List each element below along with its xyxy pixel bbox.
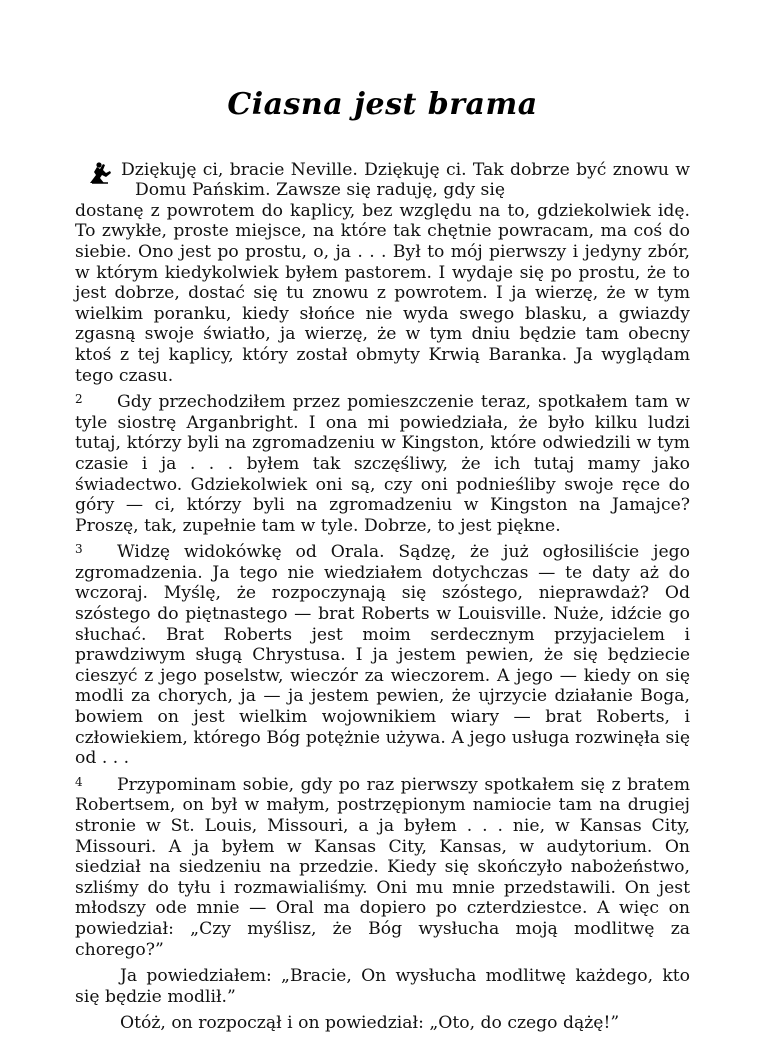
paragraph-1 [75, 160, 690, 387]
paragraph-1-text: dostanę z powrotem do kaplicy, bez względu na to, gdziekolwiek idę. To zwykłe, proste miejsce, na które tak chętnie powracam, ma coś do siebie. Ono jest po prostu, o, ja . . . Był to mój pierwszy i jedyny zbór, w którym kiedykolwiek byłem pastorem. I wydaje się po prostu, że to jest dobrze, dostać się tu znowu z powrotem. I ja wierzę, że w tym wielkim poranku, kiedy słońce nie wyda swego blasku, a gwiazdy zgasną swoje światło, ja wierzę, że w tym dniu będzie tam obecny ktoś z tej kaplicy, który został obmyty Krwią Baranka. Ja wyglądam tego czasu. [75, 200, 690, 386]
paragraph-2-text: Gdy przechodziłem przez pomieszczenie teraz, spotkałem tam w tyle siostrę Arganbright. I ona mi powiedziała, że było kilku ludzi tutaj, którzy byli na zgromadzeniu w Kingston, które odwiedzili w tym czasie i ja . . . byłem tak szczęśliwy, że ich tutaj mamy jako świadectwo. Gdziekolwiek oni są, czy oni podnieśliby swoje ręce do góry — ci, którzy byli na zgromadzeniu w Kingston na Jamajce? Proszę, tak, zupełnie tam w tyle. Dobrze, to jest piękne. [75, 392, 690, 536]
paragraph-4 [75, 775, 690, 960]
paragraph-3 [75, 542, 690, 769]
paragraph-6: Otóż, on rozpoczął i on powiedział: „Oto, do czego dążę!” [120, 1013, 620, 1034]
document-page [75, 87, 690, 1040]
paragraph-5: Ja powiedziałem: „Bracie, On wysłucha modlitwę każdego, kto się będzie modlił.” [75, 966, 690, 1007]
sermon-title: Ciasna jest brama [227, 87, 538, 122]
paragraph-number: 4 [75, 774, 83, 789]
preacher-silhouette-icon [87, 161, 113, 185]
paragraph-2 [75, 392, 690, 536]
paragraph-4-text: Przypominam sobie, gdy po raz pierwszy spotkałem się z bratem Robertsem, on był w małym, postrzępionym namiocie tam na drugiej stronie w St. Louis, Missouri, a ja byłem . . . nie, w Kansas City, Missouri. A ja byłem w Kansas City, Kansas, w audytorium. On siedział na siedzeniu na przedzie. Kiedy się skończyło nabożeństwo, szliśmy do tyłu i rozmawialiśmy. Oni mu mnie przedstawili. On jest młodszy ode mnie — Oral ma dopiero po czterdziestce. A więc on powiedział: „Czy myślisz, że Bóg wysłucha moją modlitwę za chorego?” [75, 774, 690, 960]
paragraph-3-text: Widzę widokówkę od Orala. Sądzę, że już ogłosiliście jego zgromadzenia. Ja tego nie wiedziałem dotychczas — te daty aż do wczoraj. Myślę, że rozpoczynają się szóstego, nieprawdaż? Od szóstego do piętnastego — brat Roberts w Louisville. Nuże, idźcie go słuchać. Brat Roberts jest moim serdecznym przyjacielem i prawdziwym sługą Chrystusa. I ja jestem pewien, że się będziecie cieszyć z jego poselstw, wieczór za wieczorem. A jego — kiedy on się modli za chorych, ja — ja jestem pewien, że ujrzycie działanie Boga, bowiem on jest wielkim wojownikiem wiary — brat Roberts, i człowiekiem, którego Bóg potężnie używa. A jego usługa rozwinęła się od . . . [75, 542, 690, 769]
paragraph-number: 3 [75, 542, 83, 557]
paragraph-number: 2 [75, 392, 83, 407]
paragraph-1-lead: Dziękuję ci, bracie Neville. Dziękuję ci. Tak dobrze być znowu w Domu Pańskim. Zawsze się raduję, gdy się [121, 159, 690, 201]
